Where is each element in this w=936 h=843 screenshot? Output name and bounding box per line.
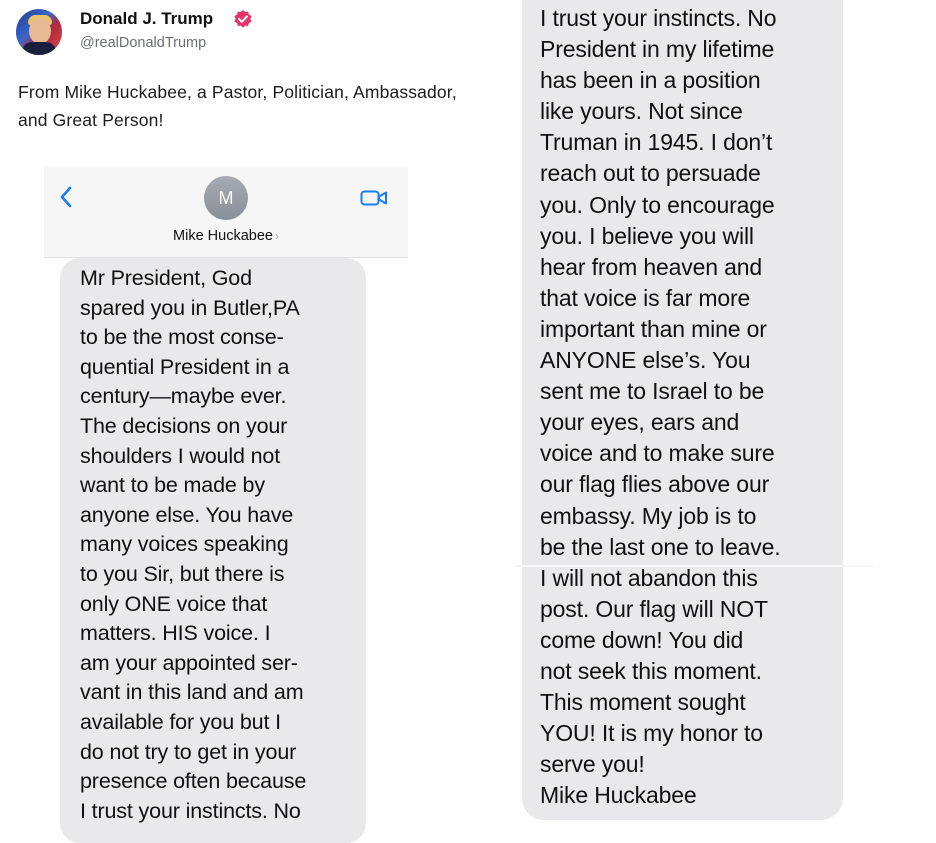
message-line: has been in a position (540, 67, 761, 94)
avatar-face (29, 18, 51, 44)
message-line: century—maybe ever. (80, 384, 287, 409)
message-line: want to be made by (80, 473, 265, 498)
messages-header (44, 167, 408, 258)
message-text-left (80, 264, 306, 826)
message-line: sent me to Israel to be (540, 378, 765, 405)
message-line: important than mine or (540, 315, 767, 342)
author-name[interactable]: Donald J. Trump (80, 9, 214, 28)
message-line: quential President in a (80, 354, 290, 379)
back-chevron-icon[interactable] (58, 185, 74, 209)
message-line: be the last one to leave. (540, 533, 781, 560)
message-line: like yours. Not since (540, 98, 743, 125)
message-line: to you Sir, but there is (80, 561, 285, 586)
avatar-shirt (22, 42, 56, 55)
message-line: matters. HIS voice. I (80, 621, 271, 646)
contact-name: Mike Huckabee (173, 228, 273, 244)
message-line: come down! You did (540, 626, 744, 653)
message-line: I trust your instincts. No (540, 5, 777, 31)
message-line: shoulders I would not (80, 443, 281, 468)
message-line: to be the most conse- (80, 325, 284, 350)
message-line: anyone else. You have (80, 502, 294, 527)
author-handle[interactable]: @realDonaldTrump (80, 35, 207, 51)
message-line: you. Only to encourage (540, 191, 775, 218)
author-avatar[interactable] (16, 9, 62, 55)
message-signature: Mike Huckabee (540, 782, 697, 809)
message-text-right (540, 3, 780, 811)
message-line: YOU! It is my honor to (540, 720, 763, 747)
message-line: I will not abandon this (540, 564, 758, 591)
message-line: President in my lifetime (540, 36, 775, 63)
message-line: Truman in 1945. I don’t (540, 129, 773, 156)
video-call-icon[interactable] (360, 189, 388, 207)
message-line: you. I believe you will (540, 222, 754, 249)
message-line: your eyes, ears and (540, 409, 740, 436)
message-line: do not try to get in your (80, 739, 297, 764)
message-line: am your appointed ser- (80, 650, 298, 675)
message-line: post. Our flag will NOT (540, 595, 768, 622)
message-line: Mr President, God (80, 266, 252, 290)
message-line: ANYONE else’s. You (540, 347, 751, 374)
verified-badge-icon (233, 9, 253, 29)
message-line: hear from heaven and (540, 253, 763, 280)
message-line: vant in this land and am (80, 680, 304, 705)
message-line: spared you in Butler,PA (80, 295, 300, 320)
contact-name-row[interactable] (44, 228, 408, 244)
message-line: available for you but I (80, 709, 281, 734)
message-line: not seek this moment. (540, 657, 762, 684)
message-line: I trust your instincts. No (80, 798, 301, 823)
message-line: that voice is far more (540, 284, 751, 311)
post-text: From Mike Huckabee, a Pastor, Politician, Ambassador, and Great Person! (18, 82, 457, 130)
message-line: our flag flies above our (540, 471, 770, 498)
message-line: reach out to persuade (540, 160, 761, 187)
contact-chevron-icon: › (274, 229, 279, 243)
message-line: The decisions on your (80, 413, 288, 438)
message-line: embassy. My job is to (540, 502, 757, 529)
message-line: only ONE voice that (80, 591, 268, 616)
message-line: presence often because (80, 769, 307, 794)
message-line: many voices speaking (80, 532, 289, 557)
message-line: This moment sought (540, 689, 746, 716)
message-line: voice and to make sure (540, 440, 775, 467)
message-line: serve you! (540, 751, 645, 778)
contact-avatar[interactable]: M (204, 176, 248, 220)
